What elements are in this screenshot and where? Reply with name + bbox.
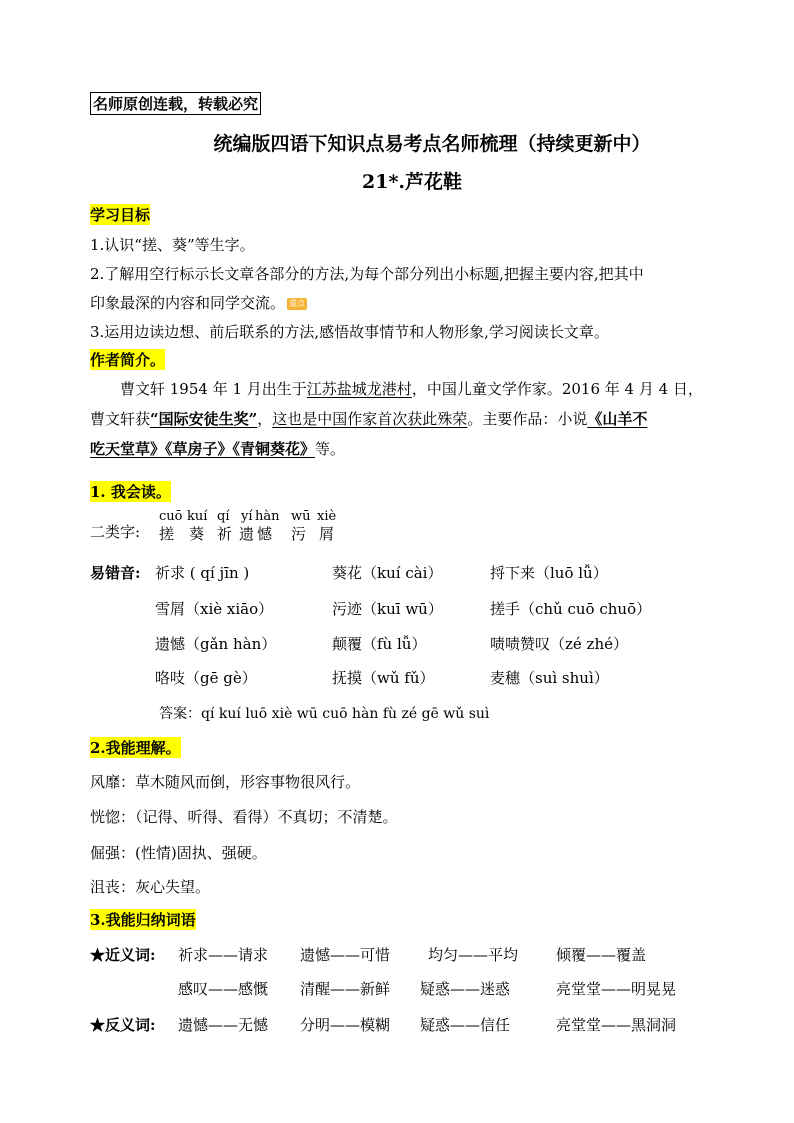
definition: 风靡：草木随风而倒，形容事物很风行。 xyxy=(90,773,361,791)
author-heading: 作者简介。 xyxy=(90,351,166,369)
header-note: 名师原创连载，转载必究 xyxy=(90,92,261,115)
goal-item-text: 印象最深的内容和同学交流。 xyxy=(90,294,286,312)
definition: 倔强：(性情)固执、强硬。 xyxy=(90,844,267,862)
antonym-label: ★反义词: xyxy=(90,1016,156,1034)
goal-item: 1.认识“搓、葵”等生字。 xyxy=(90,236,255,254)
pinyin: wū xyxy=(291,509,311,524)
char: 祈 xyxy=(217,525,233,543)
antonym-pair: 疑惑——信任 xyxy=(420,1016,511,1034)
yicuo-item: 祈求 ( qí jīn ) xyxy=(155,564,250,582)
yicuo-item: 啧啧赞叹（zé zhé） xyxy=(490,635,628,653)
yicuo-item: 咯吱（gē gè） xyxy=(155,669,257,687)
definition: 沮丧：灰心失望。 xyxy=(90,878,211,896)
work-title: 吃天堂草》 xyxy=(90,440,166,458)
author-text: 。主要作品：小说 xyxy=(467,410,588,428)
author-text: ，中国儿童文学作家。2016 年 4 月 4 日， xyxy=(411,380,703,398)
char: 搓 xyxy=(159,525,175,543)
synonym-pair: 遗憾——可惜 xyxy=(300,946,391,964)
key-point-tag: 重点 xyxy=(289,299,306,308)
author-text: 等。 xyxy=(315,440,346,458)
char: 屑 xyxy=(319,525,335,543)
definition: 恍惚：（记得、听得、看得）不真切；不清楚。 xyxy=(90,808,398,826)
yicuo-item: 麦穗（suì shuì） xyxy=(490,669,609,687)
char: 遗 xyxy=(239,525,255,543)
yicuo-item: 污迹（kuī wū） xyxy=(332,600,443,618)
antonym-pair: 分明——模糊 xyxy=(300,1016,391,1034)
yicuo-label: 易错音: xyxy=(90,564,141,582)
char: 葵 xyxy=(189,525,205,543)
synonym-pair: 清醒——新鲜 xyxy=(300,980,391,998)
yicuo-item: 葵花（kuí cài） xyxy=(332,564,443,582)
work-title: 《青铜葵花》 xyxy=(232,440,316,458)
synonym-pair: 倾覆——覆盖 xyxy=(556,946,647,964)
author-text: 曹文轩 1954 年 1 月出生于 xyxy=(120,380,307,398)
author-line-2 xyxy=(90,408,647,429)
synonym-pair: 疑惑——迷惑 xyxy=(420,980,511,998)
char: 憾 xyxy=(257,525,273,543)
honor-note: 这也是中国作家首次获此殊荣 xyxy=(272,410,468,428)
yicuo-item: 遗憾（gǎn hàn） xyxy=(155,635,277,653)
lesson-title: 21*.芦花鞋 xyxy=(362,171,462,193)
antonym-pair: 亮堂堂——黑洞洞 xyxy=(556,1016,677,1034)
birthplace: 江苏盐城龙港村 xyxy=(306,380,412,398)
read-heading: 1. 我会读。 xyxy=(90,483,171,501)
goal-item-continued xyxy=(90,292,307,313)
synonym-pair: 亮堂堂——明晃晃 xyxy=(556,980,677,998)
author-text: 曹文轩获 xyxy=(90,410,151,428)
page-title: 统编版四语下知识点易考点名师梳理（持续更新中） xyxy=(213,133,651,155)
antonym-pair: 遗憾——无憾 xyxy=(178,1016,269,1034)
synonym-pair: 祈求——请求 xyxy=(178,946,269,964)
award: “国际安徒生奖” xyxy=(150,410,258,428)
answer: 答案：qí kuí luō xiè wū cuō hàn fù zé gē wǔ suì xyxy=(159,706,490,722)
pinyin: qí xyxy=(217,509,230,524)
author-text: ， xyxy=(257,410,273,428)
yicuo-item: 雪屑（xiè xiāo） xyxy=(155,600,274,618)
erlei-label: 二类字: xyxy=(90,523,141,541)
yicuo-item: 捋下来（luō lǚ） xyxy=(490,564,608,582)
synonym-pair: 均匀——平均 xyxy=(428,946,519,964)
yicuo-item: 颠覆（fù lǚ） xyxy=(332,635,427,653)
pinyin: xiè xyxy=(317,509,337,524)
author-line-3 xyxy=(90,438,345,459)
work-title: 《山羊不 xyxy=(587,410,648,428)
pinyin: kuí xyxy=(187,509,208,524)
pinyin: yí xyxy=(241,509,253,524)
pinyin: cuō xyxy=(159,509,183,524)
yicuo-item: 抚摸（wǔ fǔ） xyxy=(332,669,435,687)
author-line-1 xyxy=(120,378,703,399)
synonym-pair: 感叹——感慨 xyxy=(178,980,269,998)
goal-item: 3.运用边读边想、前后联系的方法,感悟故事情节和人物形象,学习阅读长文章。 xyxy=(90,323,609,341)
synonym-label: ★近义词: xyxy=(90,946,156,964)
char: 污 xyxy=(291,525,307,543)
yicuo-item: 搓手（chǔ cuō chuō） xyxy=(490,600,652,618)
work-title: 《草房子》 xyxy=(165,440,233,458)
understand-heading: 2.我能理解。 xyxy=(90,739,181,757)
goals-heading: 学习目标 xyxy=(90,206,151,224)
goal-item: 2.了解用空行标示长文章各部分的方法,为每个部分列出小标题,把握主要内容,把其中 xyxy=(90,265,644,283)
words-heading: 3.我能归纳词语 xyxy=(90,911,196,929)
pinyin: hàn xyxy=(255,509,280,524)
